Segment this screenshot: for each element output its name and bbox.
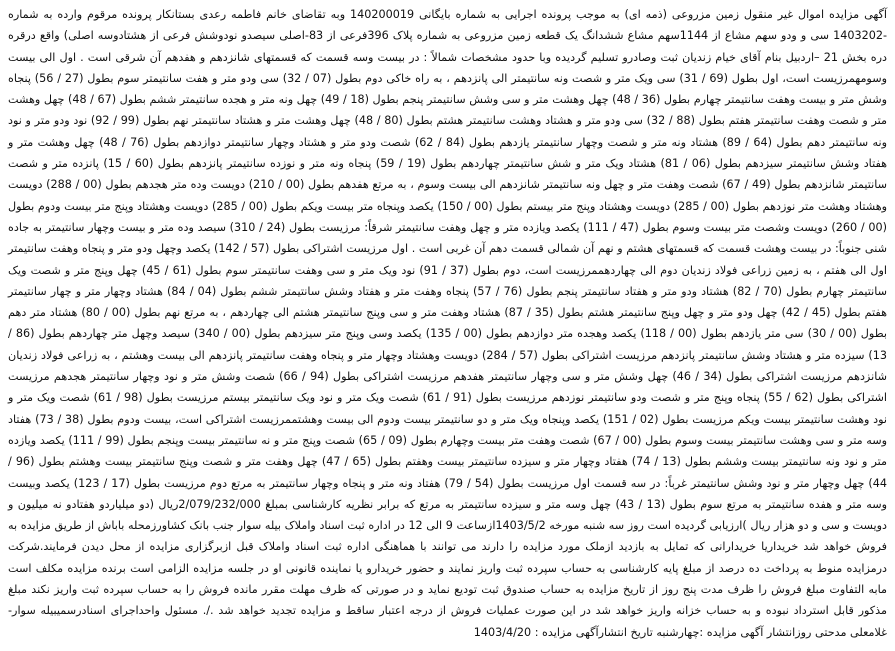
notice-text: آگهی مزایده اموال غیر منقول زمین مزروعی (ذمه ای) به موجب پرونده اجرایی به شماره بایگانی 140200019 وبه تقاضای خانم فاطمه رعدی بستانکار پرونده مرقوم وارده به شماره -1403202 سی و ودو سهم مشاع از 1144سهم مشاع ششدانگ یک قطعه زمین مزروعی به شماره پلاک 396فرعی از 83-اصلی سیصدو نودوشش فرعی از هشتادوسه اصلی) واقع درقره دره بخش 21 –اردبیل بنام آقای خیام زندیان ثبت وصادرو تسلیم گردیده وبا حدود مشخصات شمالاً : در بیست وسه قسمت که قسمتهای شانزدهم و هفدهم آن شرقی است . اول الی بیست وسومهمرزیست است، اول بطول (69 / 31) سی ویک متر و شصت ونه سانتیمتر الی پانزدهم ، به راه خاکی دوم بطول (07 / 32) سی ودو متر و هفت سانتیمتر سوم بطول (27 / 56) پنجاه وشش متر و بیست وهفت سانتیمتر چهارم بطول (36 / 48) چهل وهشت متر و سی وشش سانتیمتر پنجم بطول (18 / 49) چهل ونه متر و هجده سانتیمتر ششم بطول (67 / 48) چهل وهشت متر و شصت وهفت سانتیمتر هفتم بطول (88 / 32) سی ودو متر و هشتاد وهشت سانتیمتر هشتم بطول (80 / 48) چهل وهشت متر و هشتاد سانتیمتر نهم بطول (99 / 92) نود ودو متر و نود ونه سانتیمتر دهم بطول (64 / 89) هشتاد ونه متر و شصت وچهار سانتیمتر یازدهم بطول (84 / 62) شصت ودو متر و هشتاد وچهار سانتیمتر دوازدهم بطول (76 / 48) چهل وهشت متر و هفتاد وشش سانتیمتر سیزدهم بطول (06 / 81) هشتاد ویک متر و شش سانتیمتر چهاردهم بطول (19 / 59) پنجاه ونه متر و نوزده سانتیمتر پانزدهم بطول (60 / 15) پانزده متر و شصت سانتیمتر شانزدهم بطول (49 / 67) شصت وهفت متر و چهل ونه سانتیمتر شانزدهم الی بیست وسوم ، به مرتع هفدهم بطول (00 / 210) دویست وده متر هجدهم بطول (00 / 288) دویست وهشتاد وهشت متر نوزدهم بطول (00 / 285) دویست وهشتاد وپنج متر بیستم بطول (00 / 150) یکصد وپنجاه متر بیست ویکم بطول (00 / 285) دویست وهشتاد وپنج متر بیست ودوم بطول (00 / 260) دویست وشصت متر بیست وسوم بطول (47 / 111) یکصد ویازده متر و چهل وهفت سانتیمتر شرقاً: مرزیست بطول (24 / 310) سیصد وده متر و بیست وچهار سانتیمتر به جاده شنی جنوباً: در بیست وهشت قسمت که قسمتهای هشتم و نهم آن شمالی قسمت دهم آن غربی است . اول مرزیست اشتراکی بطول (57 / 142) یکصد وچهل ودو متر و پنجاه وهفت سانتیمتر اول الی هفتم ، به زمین زراعی فولاد زندیان دوم الی چهاردهممرزیست است، دوم بطول (37 / 91) نود ویک متر و سی وهفت سانتیمتر سوم بطول (61 / 45) چهل وپنج متر و شصت ویک سانتیمتر چهارم بطول (70 / 82) هشتاد ودو متر و هفتاد سانتیمتر پنجم بطول (76 / 57) پنجاه وهفت متر و هفتاد وشش سانتیمتر ششم بطول (04 / 84) هشتاد وچهار متر و چهار سانتیمتر هفتم بطول (45 / 42) چهل ودو متر و چهل وپنج سانتیمتر هشتم بطول (35 / 87) هشتاد وهفت متر و سی وپنج سانتیمتر هشتم الی چهاردهم ، به مرتع نهم بطول (00 / 80) هشتاد متر دهم بطول (00 / 30) سی متر یازدهم بطول (00 / 118) یکصد وهجده متر دوازدهم بطول (00 / 135) یکصد وسی وپنج متر سیزدهم بطول (00 / 340) سیصد وچهل متر چهاردهم بطول (86 / 13) سیزده متر و هشتاد وشش سانتیمتر پانزدهم مرزیست اشتراکی بطول (57 / 284) دویست وهشتاد وچهار متر و پنجاه وهفت سانتیمتر پانزدهم الی بیست وهشتم ، به زراعی فولاد زندیان شانزدهم مرزیست اشتراکی بطول (34 / 46) چهل وشش متر و سی وچهار سانتیمتر هفدهم مرزیست اشتراکی بطول (94 / 66) شصت وشش متر و نود وچهار سانتیمتر هجدهم مرزیست اشتراکی بطول (62 / 55) پنجاه وپنج متر و شصت ودو سانتیمتر نوزدهم مرزیست بطول (91 / 61) شصت ویک متر و نود ویک سانتیمتر بیستم مرزیست بطول (98 / 61) شصت ویک متر و نود وهشت سانتیمتر بیست ویکم مرزیست بطول (02 / 151) یکصد وپنجاه ویک متر و دو سانتیمتر بیست ودوم الی بیست وهشتممرزیست اشتراکی است، بیست ودوم بطول (38 / 73) هفتاد وسه متر و سی وهشت سانتیمتر بیست وسوم بطول (00 / 67) شصت وهفت متر بیست وچهارم بطول (09 / 65) شصت وپنج متر و نه سانتیمتر بیست وپنجم بطول (99 / 111) یکصد ویازده متر و نود ونه سانتیمتر بیست وششم بطول (13 / 74) هفتاد وچهار متر و سیزده سانتیمتر بیست وهفتم بطول (65 / 47) چهل وهفت متر و شصت وپنج سانتیمتر بیست وهشتم بطول (96 / 44) چهل وچهار متر و نود وشش سانتیمتر غرباً: در سه قسمت اول مرزیست بطول (54 / 79) هفتاد ونه متر و پنجاه وچهار سانتیمتر به مرتع دوم مرزیست بطول (17 / 123) یکصد وبیست وسه متر و هفده سانتیمتر به مرتع سوم بطول (13 / 43) چهل وسه متر و سیزده سانتیمتر به مرتع که برابر نظریه کارشناسی بمبلغ 2/079/232/000ریال (دو میلیاردو هفتادو نه میلیون و دویست و سی و دو هزار ریال )ارزیابی گردیده است روز سه شنبه مورخه 1403/5/2ازساعت 9 الی 12 در اداره ثبت اسناد واملاک بیله سوار جنب بانک کشاورزمحله باباش از طریق مزایده به فروش خواهد شد خریداریا خریدارانی که تمایل به بازدید ازملک مورد مزایده را دارند می توانند با هماهنگی اداره ثبت اسناد واملاک قبل ازبرگزاری مزایده از محل دیدن فرمایند.شرکت درمزایده منوط به پرداخت ده درصد از مبلغ پایه کارشناسی به حساب سپرده ثبت واریز نمایند و حضور خریدارو یا نماینده قانونی او در جلسه مزایده الزامی است برنده مزایده مکلف است مابه التفاوت مبلغ فروش را ظرف مدت پنج روز از تاریخ مزایده به حساب صندوق ثبت تودیع نماید و در صورتی که ظرف مهلت مقرر مانده فروش را به حساب سپرده ثبت واریز نکند مبلغ مذکور قابل استرداد نبوده و به حساب خزانه واریز خواهد شد در این صورت عملیات فروش از درجه اعتبار ساقط و مزایده تجدید خواهد شد ./. مسئول واحداجرای اسنادرسمیبیله سوار- غلامعلی مدحتی روزانتشار آگهی مزایده :چهارشنبه تاریخ انتشارآگهی مزایده : 1403/4/20: [8, 8, 888, 639]
